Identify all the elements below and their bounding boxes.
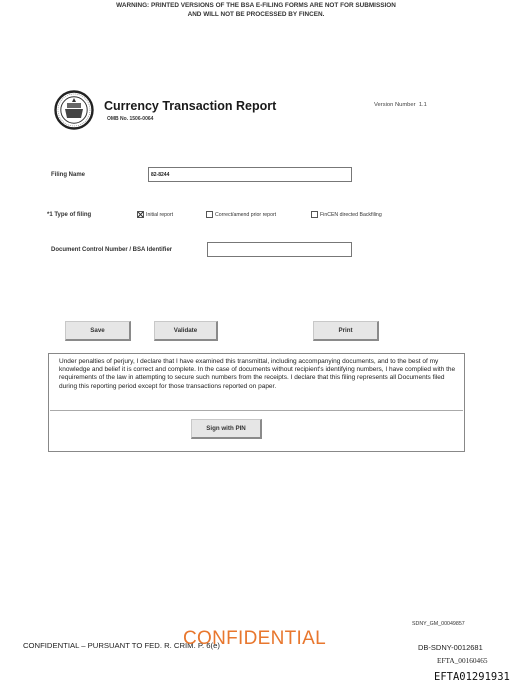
option-correct-amend-label: Correct/amend prior report <box>215 211 277 218</box>
sdny-bates-code: SDNY_GM_00049857 <box>412 621 465 627</box>
confidential-notice: CONFIDENTIAL – PURSUANT TO FED. R. CRIM. P. 6(e) <box>23 641 220 650</box>
option-fincen-backfiling-label: FinCEN directed Backfiling <box>320 211 382 218</box>
form-title: Currency Transaction Report <box>104 99 277 113</box>
option-initial-report[interactable] <box>137 211 173 218</box>
print-button[interactable]: Print <box>313 321 379 341</box>
db-sdny-number: DB-SDNY-0012681 <box>418 643 483 652</box>
filing-name-field[interactable] <box>148 167 352 182</box>
warning-banner <box>0 1 512 19</box>
omb-number: OMB No. 1506-0064 <box>107 116 154 122</box>
validate-button[interactable]: Validate <box>154 321 218 341</box>
treasury-seal-icon <box>54 90 94 130</box>
dcn-field[interactable] <box>207 242 352 257</box>
checkbox-correct-amend[interactable] <box>206 211 213 218</box>
warning-line-2: AND WILL NOT BE PROCESSED BY FINCEN. <box>187 11 325 18</box>
warning-line-1: WARNING: PRINTED VERSIONS OF THE BSA E-FILING FORMS ARE NOT FOR SUBMISSION <box>116 2 396 9</box>
dcn-value <box>208 243 351 247</box>
declaration-divider <box>50 410 463 411</box>
efta-small-number: EFTA_00160465 <box>437 656 488 665</box>
efta-number: EFTA01291931 <box>434 671 510 683</box>
type-of-filing-label: *1 Type of filing <box>47 212 92 218</box>
option-correct-amend[interactable] <box>206 211 276 218</box>
filing-name-label: Filing Name <box>51 172 86 178</box>
version-value: 1.1 <box>418 102 427 108</box>
option-fincen-backfiling[interactable] <box>311 211 382 218</box>
checkbox-fincen-backfiling[interactable] <box>311 211 318 218</box>
dcn-label: Document Control Number / BSA Identifier <box>51 247 173 253</box>
save-button[interactable]: Save <box>65 321 131 341</box>
confidential-stamp: CONFIDENTIAL <box>183 628 326 649</box>
checkbox-initial-report[interactable] <box>137 211 144 218</box>
sign-with-pin-button[interactable]: Sign with PIN <box>191 419 262 439</box>
option-initial-report-label: Initial report <box>146 211 174 218</box>
version-number <box>374 102 427 108</box>
version-label: Version Number <box>374 102 416 108</box>
declaration-text: Under penalties of perjury, I declare that I have examined this transmittal, including accompanying documents, and to the best of my knowledge and belief it is correct and complete. In the case of documents without recipient's identifying numbers, I have complied with the requirements of the law in attempting to secure such numbers from the receipts. I declare that this filing represents all Documents filed during this reporting period except for those transactions reported on paper. <box>59 358 456 390</box>
filing-name-value: 82-8244 <box>151 172 170 178</box>
